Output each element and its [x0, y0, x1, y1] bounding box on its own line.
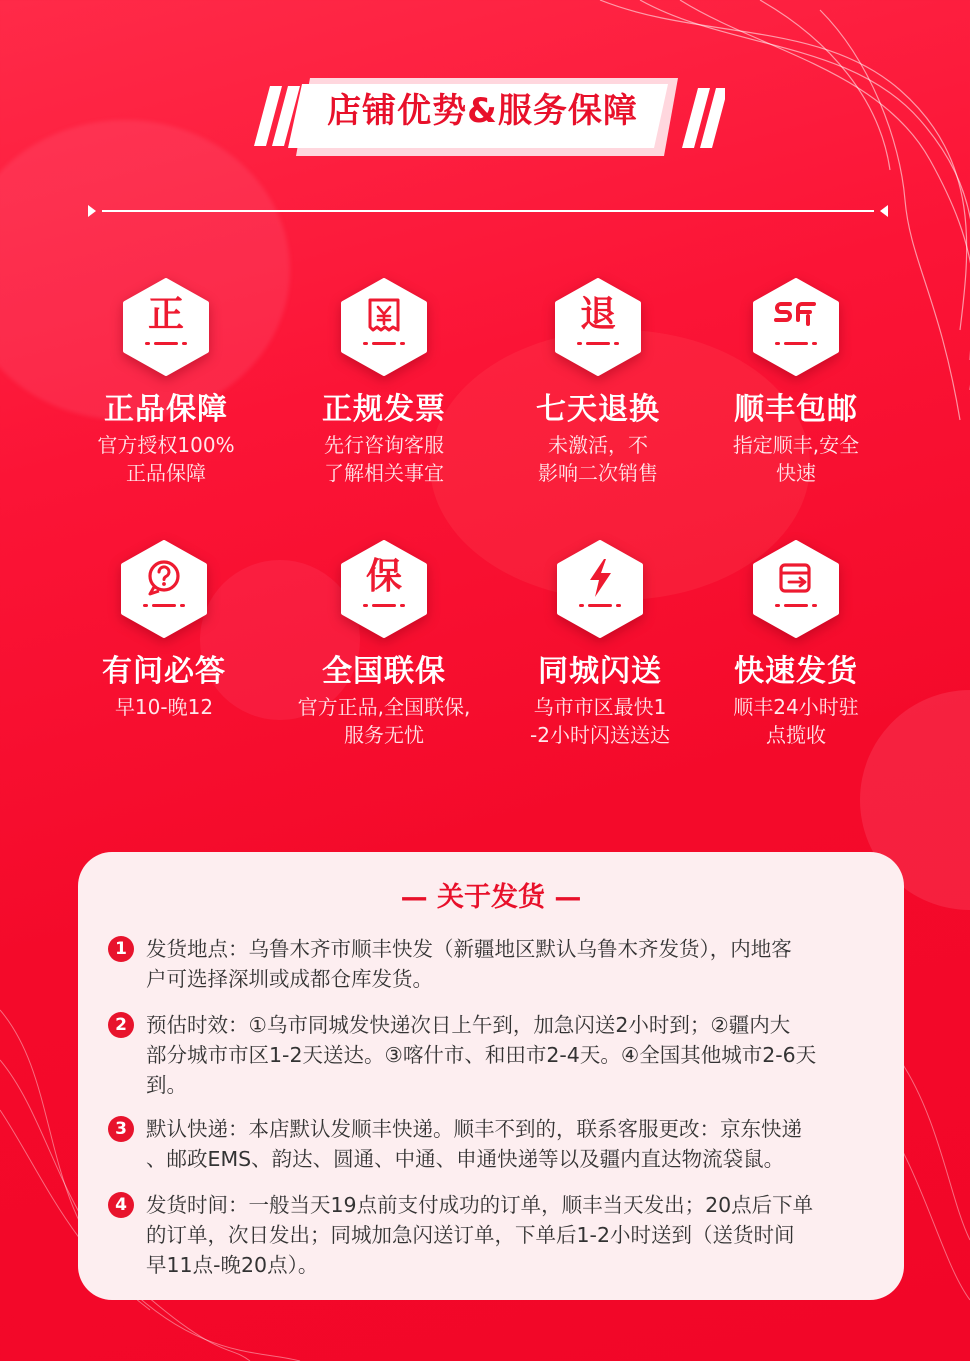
feature-title: 有问必答: [102, 654, 226, 689]
shipping-item: [108, 1190, 878, 1280]
dash-decoration: [775, 604, 817, 608]
divider-arrow-right: [880, 205, 888, 217]
tui-character-icon: 退: [579, 294, 616, 335]
feature-desc-line: 未激活，不: [548, 433, 648, 457]
shipping-item: [108, 1010, 878, 1100]
number-badge: 1: [108, 936, 134, 962]
delivery-box-icon: [751, 552, 841, 602]
hexagon-badge: [751, 278, 841, 376]
shipping-item-line: 发货时间：一般当天19点前支付成功的订单，顺丰当天发出；20点后下单: [146, 1193, 814, 1217]
shipping-item-line: 发货地点：乌鲁木齐市顺丰快发（新疆地区默认乌鲁木齐发货），内地客: [146, 937, 792, 961]
feature-desc-line: 指定顺丰,安全: [732, 433, 860, 457]
shipping-item-line: 户可选择深圳或成都仓库发货。: [146, 967, 433, 991]
feature-desc-line: -2小时闪送送达: [530, 723, 670, 747]
feature-title: 同城闪送: [538, 654, 662, 689]
shipping-item: [108, 934, 878, 994]
divider-arrow-left: [88, 205, 96, 217]
dash-decoration: [577, 342, 619, 346]
shipping-item-line: 部分城市市区1-2天送达。③喀什市、和田市2-4天。④全国其他城市2-6天: [146, 1043, 817, 1067]
feature-title: 全国联保: [322, 654, 446, 689]
feature-desc-line: 乌市市区最快1: [533, 695, 667, 719]
number-badge: 4: [108, 1192, 134, 1218]
feature-title: 顺丰包邮: [734, 392, 858, 427]
hexagon-badge: [751, 540, 841, 638]
feature-title: 正品保障: [104, 392, 228, 427]
feature-desc-line: 先行咨询客服: [324, 433, 444, 457]
bao-character-icon: 保: [365, 556, 402, 597]
hexagon-badge: [339, 278, 429, 376]
number-badge: 3: [108, 1116, 134, 1142]
dash-decoration: [145, 342, 187, 346]
feature-item: [66, 278, 266, 486]
shipping-item-line: 、邮政EMS、韵达、圆通、中通、申通快递等以及疆内直达物流袋鼠。: [146, 1147, 785, 1171]
dash-decoration: [775, 342, 817, 346]
shipping-item-line: 的订单，次日发出；同城加急闪送订单，下单后1-2小时送到（送货时间: [146, 1223, 795, 1247]
lightning-icon: [555, 552, 645, 602]
feature-item: [696, 278, 896, 486]
hexagon-badge: [119, 540, 209, 638]
feature-title: 正规发票: [322, 392, 446, 427]
shipping-item: [108, 1114, 878, 1174]
feature-desc-line: 服务无忧: [344, 723, 424, 747]
feature-desc-line: 了解相关事宜: [324, 461, 444, 485]
feature-item: [696, 540, 896, 748]
zheng-character-icon: 正: [147, 294, 184, 335]
shipping-info-card: [78, 852, 904, 1300]
section-divider: [88, 204, 888, 218]
shipping-item-line: 预估时效：①乌市同城发快递次日上午到，加急闪送2小时到；②疆内大: [146, 1013, 791, 1037]
feature-desc-line: 点揽收: [766, 723, 826, 747]
page-title: 店铺优势&服务保障: [327, 91, 638, 131]
divider-line: [102, 210, 874, 212]
dash-decoration: [143, 604, 185, 608]
feature-desc-line: 影响二次销售: [538, 461, 658, 485]
hexagon-badge: [555, 540, 645, 638]
feature-desc-line: 早10-晚12: [114, 695, 214, 719]
feature-item: [64, 540, 264, 722]
feature-desc-line: 快速: [776, 461, 816, 485]
feature-item: [498, 278, 698, 486]
number-badge: 2: [108, 1012, 134, 1038]
feature-item: [284, 540, 484, 748]
dash-decoration: [363, 604, 405, 608]
shipping-item-line: 到。: [146, 1073, 187, 1097]
sf-express-icon: [751, 290, 841, 340]
question-bubble-icon: [119, 552, 209, 602]
dash-decoration: [363, 342, 405, 346]
feature-desc-line: 正品保障: [126, 461, 206, 485]
hexagon-badge: [339, 540, 429, 638]
feature-item: [500, 540, 700, 748]
hexagon-badge: [121, 278, 211, 376]
shipping-item-line: 早11点-晚20点）。: [146, 1253, 319, 1277]
feature-item: [284, 278, 484, 486]
shipping-title: — 关于发货 —: [400, 882, 582, 913]
feature-desc-line: 顺丰24小时驻: [733, 695, 859, 719]
dash-decoration: [579, 604, 621, 608]
shipping-item-line: 默认快递：本店默认发顺丰快递。顺丰不到的，联系客服更改：京东快递: [146, 1117, 802, 1141]
feature-desc-line: 官方正品,全国联保,: [297, 695, 471, 719]
feature-title: 七天退换: [536, 392, 660, 427]
hexagon-badge: [553, 278, 643, 376]
feature-desc-line: 官方授权100%: [97, 433, 235, 457]
invoice-icon: [339, 290, 429, 340]
feature-title: 快速发货: [734, 654, 858, 689]
